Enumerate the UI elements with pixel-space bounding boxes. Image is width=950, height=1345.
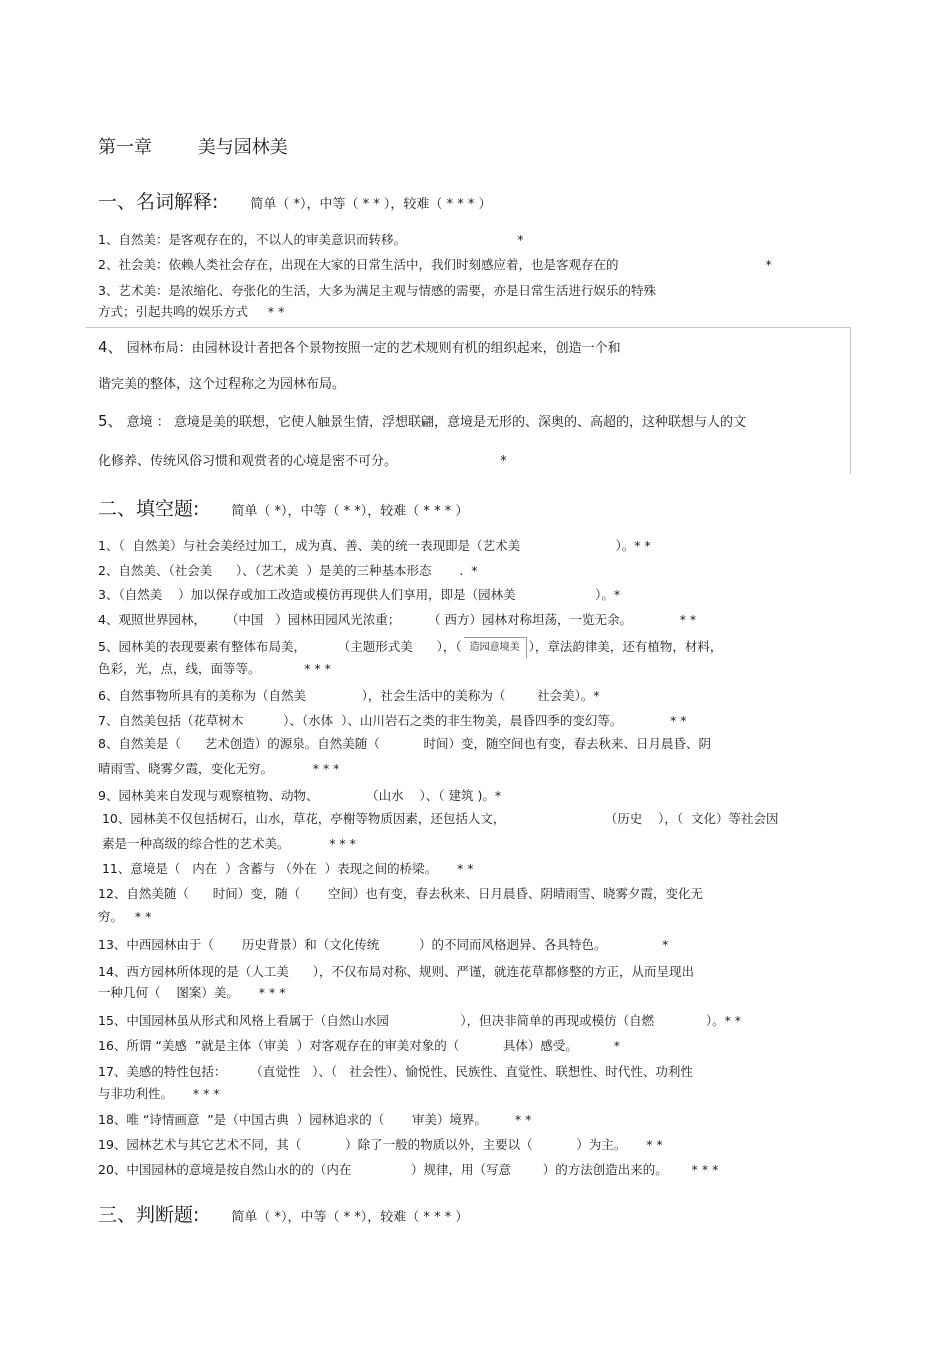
definition-3: 3、艺术美：是浓缩化、夸张化的生活，大多为满足主观与情感的需要，亦是日常生活进行娱乐的特殊 — [98, 283, 656, 298]
section-title: 三、判断题: — [98, 1204, 200, 1226]
fill-12-cont: 穷。 * * — [98, 909, 152, 924]
fill-12: 12、自然美随（ 时间）变，随（ 空间）也有变，春去秋来、日月晨昏、阴晴雨雪、晓雾夕霞，变化无 — [98, 886, 704, 901]
fill-text-tail: ），章法韵律美，还有植物，材料， — [528, 639, 723, 654]
definition-4 — [98, 336, 621, 357]
fill-text: 5、园林美的表现要素有整体布局美， （主题形式美 ），（ — [98, 639, 462, 654]
section-title: 二、填空题: — [98, 498, 200, 520]
fill-8-cont: 晴雨雪、晓雾夕霞，变化无穷。 * * * — [98, 761, 340, 776]
fill-4: 4、观照世界园林， （中国 ）园林田园风光浓重； （ 西方）园林对称坦荡，一览无余。 * * — [98, 612, 697, 627]
fill-13: 13、中西园林由于（ 历史背景）和（文化传统 ）的不同而风格迥异、各具特色。 * — [98, 937, 669, 952]
fill-17-cont: 与非功利性。 * * * — [98, 1086, 220, 1101]
section-title: 一、名词解释: — [98, 191, 219, 213]
fill-19: 19、园林艺术与其它艺术不同，其（ ）除了一般的物质以外，主要以（ ）为主。 * * — [98, 1137, 663, 1152]
item-text: 意境 ： 意境是美的联想，它使人触景生情，浮想联翩，意境是无形的、深奥的、高超的，这种联想与人的文 — [122, 415, 746, 430]
difficulty-legend: 简单（ *），中等（ * * ），较难（ * * * ） — [250, 197, 492, 212]
definition-3-cont: 方式；引起共鸣的娱乐方式 * * — [98, 304, 285, 319]
definition-5-cont: 化修养、传统风俗习惯和观赏者的心境是密不可分。 * — [98, 454, 507, 469]
definition-2: 2、社会美：依赖人类社会存在，出现在大家的日常生活中，我们时刻感应着，也是客观存在的 * — [98, 257, 772, 272]
section-heading-1 — [98, 187, 491, 214]
fill-14-cont: 一种几何（ 图案）美。 * * * — [98, 985, 286, 1000]
section-heading-2 — [98, 494, 468, 521]
fill-15: 15、中国园林虽从形式和风格上看属于（自然山水园 ），但决非简单的再现或模仿（自燃 ）。* * — [98, 1013, 742, 1028]
boxed-answer: 造园意境美 — [464, 637, 527, 658]
fill-9: 9、园林美来自发现与观察植物、动物、 （山水 ）、（ 建筑 )。* — [98, 788, 502, 803]
section-heading-3 — [98, 1200, 468, 1227]
difficulty-legend: 简单（ *），中等（ * *），较难（ * * * ） — [231, 1210, 469, 1225]
fill-10-cont: 素是一种高级的综合性的艺术美。 * * * — [98, 836, 356, 851]
fill-2: 2、自然美、（社会美 ）、（艺术美 ）是美的三种基本形态 . * — [98, 563, 478, 578]
difficulty-legend: 简单（ *），中等（ * *），较难（ * * * ） — [231, 504, 469, 519]
chapter-title: 第一章 美与园林美 — [98, 137, 288, 158]
item-number: 5、 — [98, 412, 123, 430]
fill-20: 20、中国园林的意境是按自然山水的的（内在 ）规律，用（写意 ）的方法创造出来的。 * * * — [98, 1162, 719, 1177]
item-text: 园林布局：由园林设计者把各个景物按照一定的艺术规则有机的组织起来，创造一个和 — [122, 341, 621, 356]
fill-18: 18、唯 “诗情画意 ”是（中国古典 ）园林追求的（ 审美）境界。 * * — [98, 1112, 532, 1127]
definition-4-cont: 谐完美的整体，这个过程称之为园林布局。 — [98, 377, 346, 392]
fill-14: 14、西方园林所体现的是（人工美 ），不仅布局对称、规则、严谨，就连花草都修整的方正，从而呈现出 — [98, 964, 694, 979]
fill-11: 11、意境是（ 内在 ）含蓄与 （外在 ）表现之间的桥梁。 * * — [98, 861, 474, 876]
fill-5 — [98, 637, 722, 658]
fill-7: 7、自然美包括（花草树木 ）、（水体 ）、山川岩石之类的非生物美，晨昏四季的变幻等。 * * — [98, 713, 687, 728]
fill-16: 16、所谓 “美感 ”就是主体（审美 ）对客观存在的审美对象的（ 具体）感受。 * — [98, 1038, 620, 1053]
fill-5-cont: 色彩，光，点，线，面等等。 * * * — [98, 661, 331, 676]
fill-3: 3、（自然美 ）加以保存或加工改造或模仿再现供人们享用，即是（园林美 ）。* — [98, 587, 621, 602]
item-number: 4、 — [98, 338, 123, 356]
fill-1: 1、（ 自然美）与社会美经过加工，成为真、善、美的统一表现即是（艺术美 ）。* * — [98, 538, 651, 553]
fill-6: 6、自然事物所具有的美称为（自然美 ），社会生活中的美称为（ 社会美）。* — [98, 688, 600, 703]
fill-17: 17、美感的特性包括： （直觉性 ）、（ 社会性）、愉悦性、民族性、直觉性、联想性、时代性、功利性 — [98, 1064, 693, 1079]
fill-10: 10、园林美不仅包括树石，山水，草花，亭榭等物质因素，还包括人文， （历史 ），（ 文化）等社会因 — [98, 811, 779, 826]
definition-5 — [98, 410, 746, 431]
definition-1: 1、自然美：是客观存在的，不以人的审美意识而转移。 * — [98, 232, 524, 247]
fill-8: 8、自然美是（ 艺术创造）的源泉。自然美随（ 时间）变，随空间也有变，春去秋来、日月晨昏、阴 — [98, 736, 712, 751]
